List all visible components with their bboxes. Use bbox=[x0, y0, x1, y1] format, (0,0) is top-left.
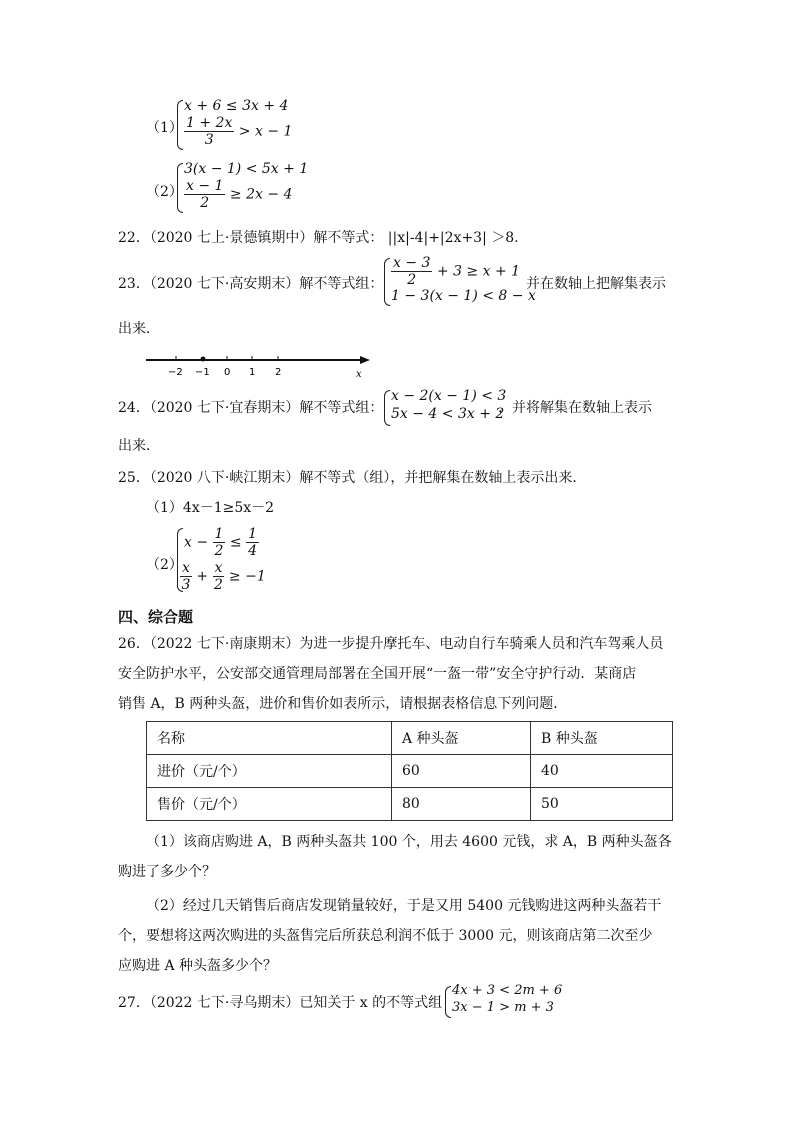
q23-lead: 23．（2020 七下·高安期末）解不等式组： bbox=[118, 276, 384, 292]
brace bbox=[384, 258, 390, 306]
q25-lead: 25．（2020 八下·峡江期末）解不等式（组），并把解集在数轴上表示出来． bbox=[118, 470, 587, 486]
table-cell: 进价（元/个） bbox=[147, 755, 392, 788]
q26-sub2-line2: 个，要想将这两次购进的头盔售完后所获总利润不低于 3000 元，则该商店第二次至少 bbox=[118, 928, 653, 944]
tick-label: 0 bbox=[224, 367, 231, 378]
q24-tail: ，并将解集在数轴上表示 bbox=[498, 400, 652, 416]
table-header-cell: B 种头盔 bbox=[531, 722, 673, 755]
q24-lead: 24．（2020 七下·宜春期末）解不等式组： bbox=[118, 400, 384, 416]
q21-part1-label: （1） bbox=[146, 120, 183, 136]
q25-part2-line1: x − $\frac{1}{2}$ ≤ $\frac{1}{4}$ bbox=[184, 526, 258, 559]
fraction: $\frac{1 + 2x}{3}$ bbox=[186, 115, 233, 148]
q23-tail: 并在数轴上把解集表示 bbox=[526, 276, 666, 292]
q26-sub1-line2: 购进了多少个？ bbox=[118, 864, 216, 880]
tick-label: 1 bbox=[249, 367, 256, 378]
fraction: $\frac{x}{3}$ bbox=[181, 560, 191, 593]
tick-label: −1 bbox=[195, 367, 210, 378]
brace bbox=[177, 163, 183, 213]
q24-line1: x − 2(x − 1) < 3 bbox=[391, 388, 507, 404]
q21-part1-line1: x + 6 ≤ 3x + 4 bbox=[184, 98, 289, 114]
table-header-cell: 名称 bbox=[147, 722, 392, 755]
q25-part2-label: （2） bbox=[146, 557, 183, 573]
q26-line2: 安全防护水平，公安部交通管理局部署在全国开展“一盔一带”安全守护行动．某商店 bbox=[118, 666, 637, 682]
axis-variable-label: x bbox=[356, 369, 362, 380]
q26-sub2-line3: 应购进 A 种头盔多少个？ bbox=[118, 958, 278, 974]
tick-label: −2 bbox=[168, 367, 183, 378]
q26-line3: 销售 A，B 两种头盔，进价和售价如表所示，请根据表格信息下列问题． bbox=[118, 696, 568, 712]
q24-continuation: 出来． bbox=[118, 438, 160, 454]
brace bbox=[445, 986, 451, 1018]
number-line bbox=[140, 348, 380, 380]
q27-line2: 3x − 1 > m + 3 bbox=[452, 1000, 554, 1015]
q23-line1: $\frac{x - 3}{2}$ + 3 ≥ x + 1 bbox=[393, 255, 521, 288]
q21-part2-label: （2） bbox=[146, 184, 183, 200]
q23-continuation: 出来． bbox=[118, 321, 160, 337]
q27-lead: 27．（2022 七下·寻乌期末）已知关于 x 的不等式组 bbox=[118, 995, 443, 1011]
tick-label: 2 bbox=[275, 367, 282, 378]
q21-part2-line1: 3(x − 1) < 5x + 1 bbox=[184, 161, 309, 177]
fraction: $\frac{x}{2}$ bbox=[214, 560, 223, 593]
q24-line2: 5x − 4 < 3x + 2 bbox=[391, 406, 505, 422]
table-cell: 售价（元/个） bbox=[147, 788, 392, 821]
q26-sub2-line1: （2）经过几天销售后商店发现销量较好，于是又用 5400 元钱购进这两种头盔若干 bbox=[146, 898, 662, 914]
table-cell: 40 bbox=[531, 755, 673, 788]
q22-text: 22．（2020 七上·景德镇期中）解不等式： ||x|-4|+|2x+3| ＞8. bbox=[118, 230, 519, 246]
fraction: $\frac{x - 1}{2}$ bbox=[186, 178, 224, 211]
section-heading: 四、综合题 bbox=[118, 608, 194, 626]
fraction: $\frac{x - 3}{2}$ bbox=[393, 255, 431, 288]
point-marker bbox=[201, 357, 206, 362]
q25-part2-line2: $\frac{x}{3}$ + $\frac{x}{2}$ ≥ −1 bbox=[181, 560, 266, 593]
table-cell: 50 bbox=[531, 788, 673, 821]
q23-line2: 1 − 3(x − 1) < 8 − x bbox=[391, 288, 536, 304]
table-row bbox=[147, 755, 673, 788]
q25-part1: （1）4x－1≥5x－2 bbox=[146, 500, 275, 516]
table-cell: 80 bbox=[392, 788, 531, 821]
q21-part1-line2: $\frac{1 + 2x}{3}$ > x − 1 bbox=[186, 115, 293, 148]
fraction: $\frac{1}{2}$ bbox=[214, 526, 224, 559]
price-table bbox=[146, 721, 673, 821]
table-row bbox=[147, 788, 673, 821]
table-header-row bbox=[147, 722, 673, 755]
q26-line1: 26．（2022 七下·南康期末）为进一步提升摩托车、电动自行车骑乘人员和汽车驾乘人员 bbox=[118, 636, 664, 652]
brace bbox=[177, 100, 183, 150]
brace bbox=[384, 390, 390, 426]
q27-line1: 4x + 3 < 2m + 6 bbox=[452, 983, 563, 998]
q26-sub1-line1: （1）该商店购进 A，B 两种头盔共 100 个，用去 4600 元钱，求 A，B 两种头盔各 bbox=[146, 834, 672, 850]
fraction: $\frac{1}{4}$ bbox=[248, 526, 258, 559]
q21-part2-line2: $\frac{x - 1}{2}$ ≥ 2x − 4 bbox=[186, 178, 293, 211]
axis-arrow bbox=[360, 356, 370, 364]
table-header-cell: A 种头盔 bbox=[392, 722, 531, 755]
table-cell: 60 bbox=[392, 755, 531, 788]
